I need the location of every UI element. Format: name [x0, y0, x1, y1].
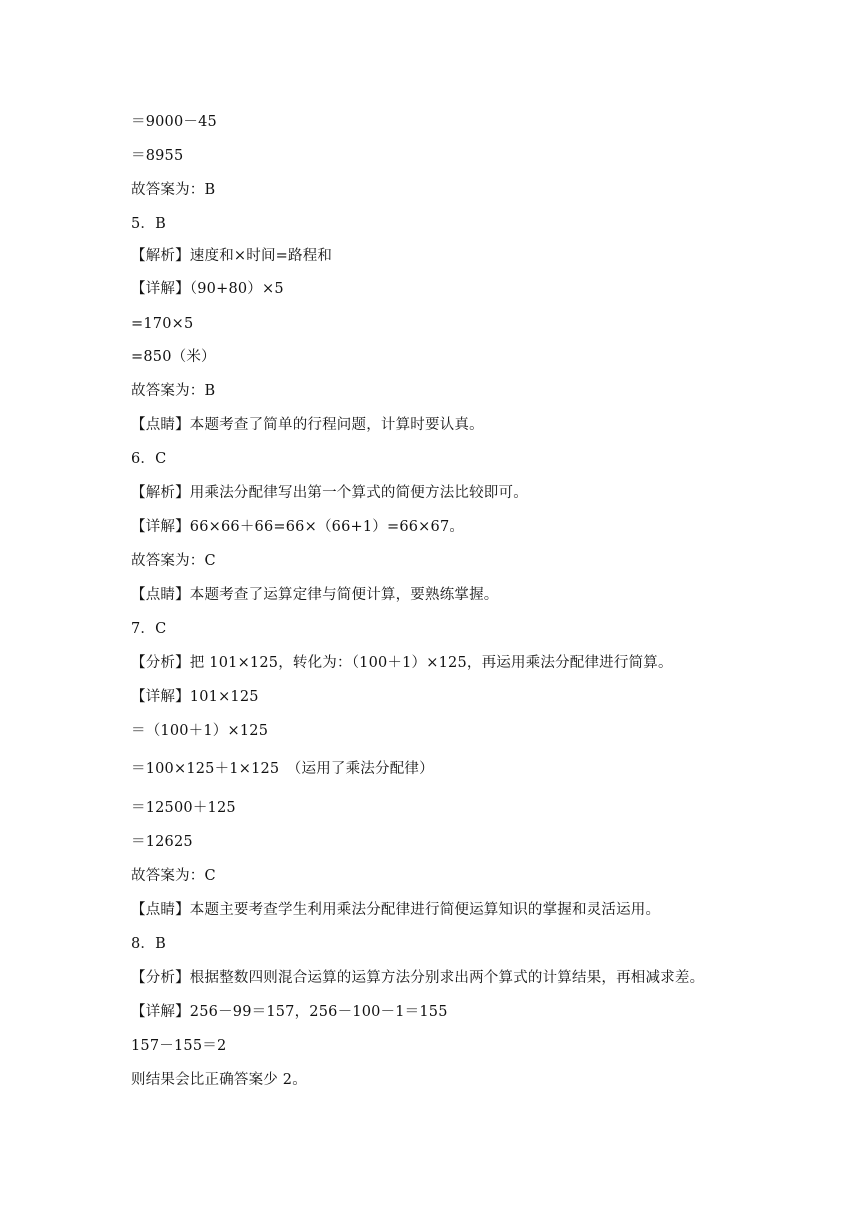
- text-line: =850（米）: [131, 349, 216, 365]
- answer-line: 故答案为：B: [131, 383, 216, 399]
- text-line: =170×5: [131, 316, 194, 332]
- text-line: ＝100×125＋1×125 （运用了乘法分配律）: [131, 761, 434, 777]
- text-line: ＝9000－45: [131, 114, 217, 130]
- answer-line: 故答案为：C: [131, 553, 216, 569]
- answer-line: 故答案为：C: [131, 868, 216, 884]
- question-number: 5．B: [131, 216, 166, 232]
- analysis-line: 【解析】用乘法分配律写出第一个算式的简便方法比较即可。: [131, 485, 528, 501]
- text-line: ＝8955: [131, 148, 184, 164]
- analysis-line: 【解析】速度和×时间=路程和: [131, 248, 333, 264]
- text-line: 157－155＝2: [131, 1038, 227, 1054]
- question-number: 6．C: [131, 451, 167, 467]
- comment-line: 【点睛】本题考查了运算定律与简便计算，要熟练掌握。: [131, 587, 499, 603]
- text-line: ＝12625: [131, 834, 193, 850]
- conclusion-line: 则结果会比正确答案少 2。: [131, 1072, 307, 1088]
- detail-line: 【详解】101×125: [131, 689, 259, 705]
- text-line: ＝（100＋1）×125: [131, 723, 269, 739]
- detail-line: 【详解】256－99＝157，256－100－1＝155: [131, 1004, 448, 1020]
- detail-line: 【详解】66×66＋66=66×（66+1）=66×67。: [131, 519, 465, 535]
- detail-line: 【详解】（90+80）×5: [131, 281, 284, 297]
- text-line: ＝12500＋125: [131, 800, 236, 816]
- question-number: 7．C: [131, 621, 167, 637]
- analysis-line: 【分析】把 101×125，转化为：（100＋1）×125，再运用乘法分配律进行简算。: [131, 655, 673, 671]
- analysis-line: 【分析】根据整数四则混合运算的运算方法分别求出两个算式的计算结果，再相减求差。: [131, 970, 705, 986]
- comment-line: 【点睛】本题考查了简单的行程问题，计算时要认真。: [131, 417, 484, 433]
- comment-line: 【点睛】本题主要考查学生利用乘法分配律进行简便运算知识的掌握和灵活运用。: [131, 902, 661, 918]
- question-number: 8．B: [131, 936, 166, 952]
- text-line: 故答案为：B: [131, 182, 216, 198]
